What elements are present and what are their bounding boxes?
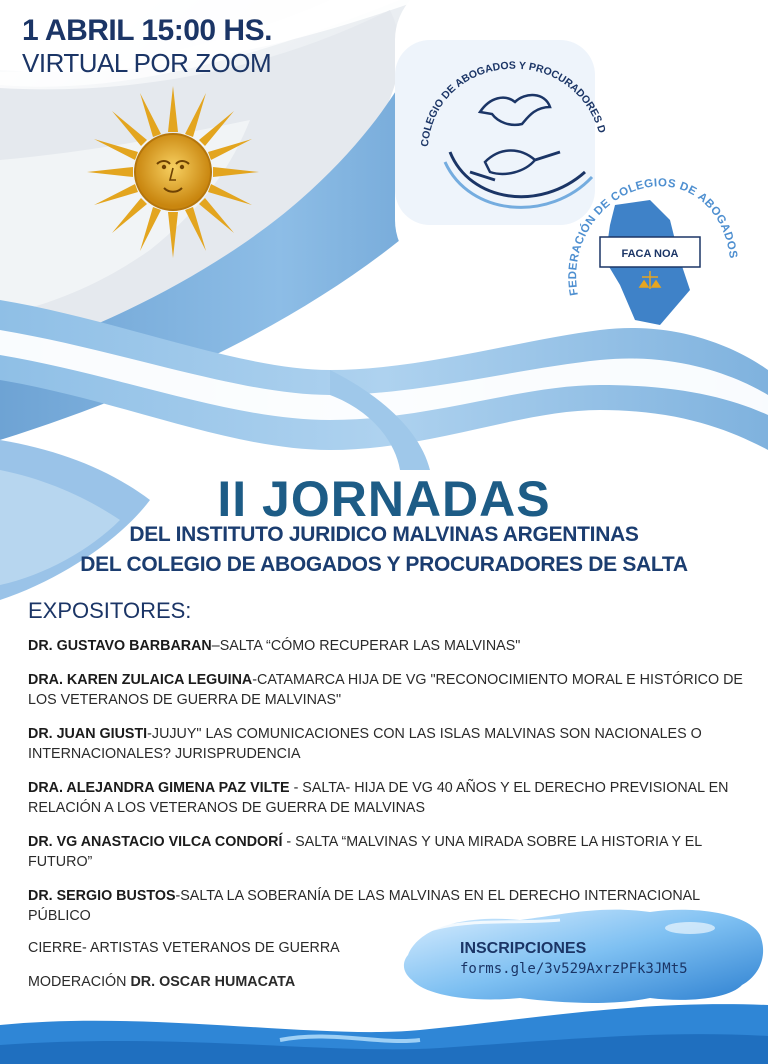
speaker-name: DR. JUAN GIUSTI — [28, 726, 148, 742]
speaker-item — [28, 636, 756, 656]
speaker-name: DRA. KAREN ZULAICA LEGUINA — [28, 672, 253, 688]
event-modality: VIRTUAL POR ZOOM — [22, 48, 272, 78]
speaker-topic: -SALTA LA SOBERANÍA DE LAS MALVINAS EN EL DERECHO INTERNACIONAL PÚBLICO — [28, 888, 700, 924]
faca-noa-logo — [560, 165, 740, 335]
moderator-name: DR. OSCAR HUMACATA — [130, 974, 296, 990]
speaker-topic: - SALTA- HIJA DE VG 40 AÑOS Y EL DERECHO PREVISIONAL EN RELACIÓN A LOS VETERANOS DE GUERRA DE MALVINAS — [28, 780, 729, 816]
event-title: II JORNADAS — [217, 471, 551, 527]
speaker-item — [28, 886, 756, 926]
noa-map-icon — [560, 165, 740, 335]
speaker-item — [28, 724, 756, 764]
speaker-name: DR. VG ANASTACIO VILCA CONDORÍ — [28, 834, 283, 850]
speaker-name: DRA. ALEJANDRA GIMENA PAZ VILTE — [28, 780, 290, 796]
speaker-topic: –SALTA “CÓMO RECUPERAR LAS MALVINAS" — [211, 638, 521, 654]
event-subtitle-line2: DEL COLEGIO DE ABOGADOS Y PROCURADORES DE SALTA — [80, 553, 688, 576]
colegio-logo-text: COLEGIO DE ABOGADOS Y PROCURADORES D — [418, 59, 608, 148]
event-date-time: 1 ABRIL 15:00 HS. — [22, 14, 272, 47]
inscripciones-box — [455, 940, 755, 977]
moderation-line — [28, 974, 295, 990]
speaker-item — [28, 832, 756, 872]
registration-link[interactable]: forms.gle/3v529AxrzPFk3JMt5 — [460, 961, 688, 977]
faca-label: FACA NOA — [621, 248, 679, 260]
expositores-heading: EXPOSITORES: — [28, 598, 192, 623]
sun-of-may-icon — [78, 84, 268, 264]
speaker-topic: -CATAMARCA HIJA DE VG "RECONOCIMIENTO MORAL E HISTÓRICO DE LOS VETERANOS DE GUERRA DE MALVINAS" — [28, 672, 743, 708]
speaker-name: DR. SERGIO BUSTOS — [28, 888, 176, 904]
speaker-item — [28, 778, 756, 818]
speaker-topic: -JUJUY" LAS COMUNICACIONES CON LAS ISLAS MALVINAS SON NACIONALES O INTERNACIONALES? JURISPRUDENCIA — [28, 726, 702, 762]
inscripciones-label: INSCRIPCIONES — [460, 940, 587, 957]
event-subtitle-line1: DEL INSTITUTO JURIDICO MALVINAS ARGENTINAS — [129, 523, 639, 546]
closing-line: CIERRE- ARTISTAS VETERANOS DE GUERRA — [28, 940, 340, 956]
federacion-logo-text: FEDERACIÓN DE COLEGIOS DE ABOGADOS — [567, 177, 739, 297]
moderation-label: MODERACIÓN — [28, 974, 127, 990]
speaker-topic: - SALTA “MALVINAS Y UNA MIRADA SOBRE LA HISTORIA Y EL FUTURO” — [28, 834, 702, 870]
speaker-name: DR. GUSTAVO BARBARAN — [28, 638, 212, 654]
speaker-item — [28, 670, 756, 710]
